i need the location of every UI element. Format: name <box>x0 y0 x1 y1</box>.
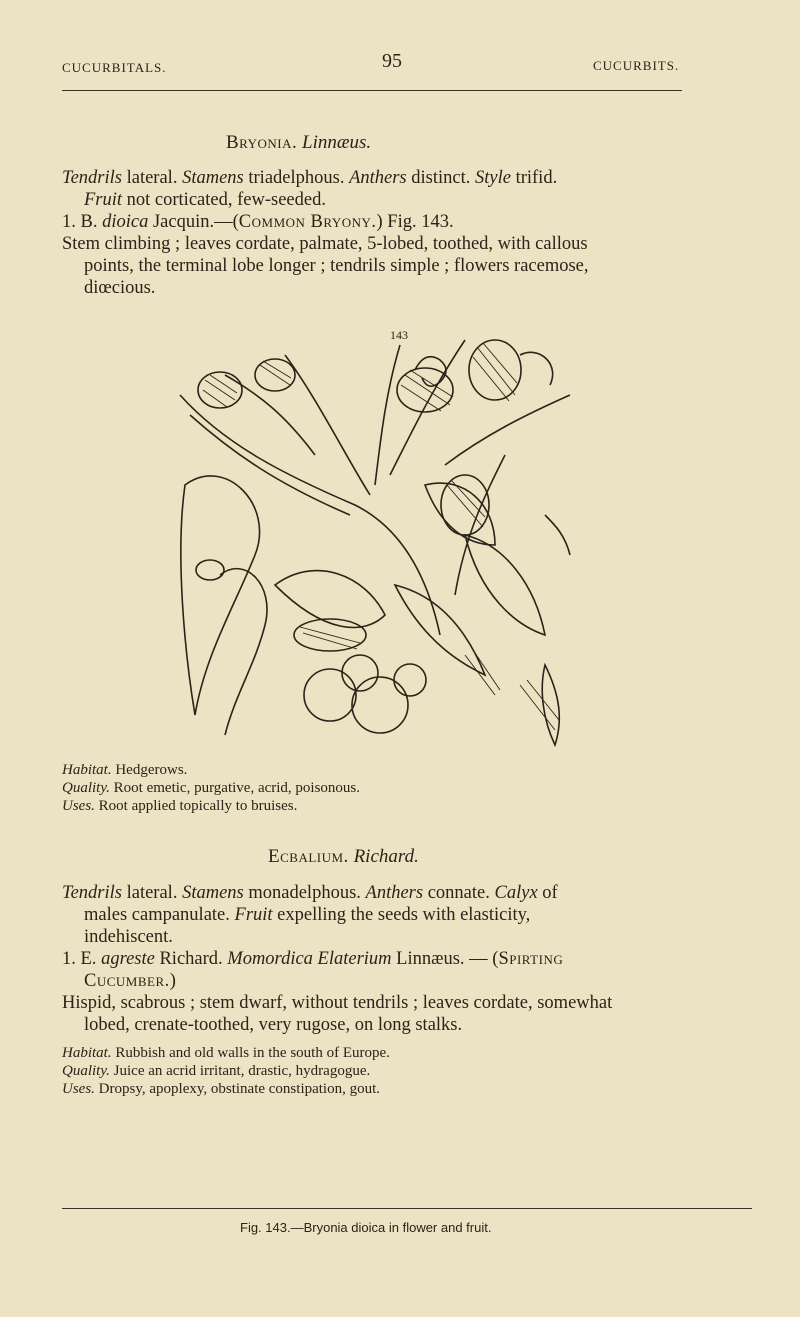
term: Stamens <box>182 883 244 903</box>
term: Stamens <box>182 168 244 188</box>
ecbalium-species-line <box>62 948 563 970</box>
synonym: Momordica Elaterium <box>227 949 392 969</box>
text: distinct. <box>406 168 475 188</box>
figure-number: 143 <box>390 328 408 342</box>
text: expelling the seeds with elasticity, <box>272 905 531 925</box>
value: Root emetic, purgative, acrid, poisonous. <box>109 780 361 796</box>
term: Anthers <box>365 883 424 903</box>
text: lateral. <box>121 168 183 188</box>
genus-heading-bryonia <box>226 132 371 154</box>
value: Juice an acrid irritant, drastic, hydragogue. <box>109 1063 371 1079</box>
label: Habitat. <box>62 1045 112 1061</box>
text: of <box>537 883 558 903</box>
bryonia-description-line1: Stem climbing ; leaves cordate, palmate, 5-lobed, toothed, with callous <box>62 234 588 254</box>
running-head-left: CUCURBITALS. <box>62 60 167 75</box>
ecbalium-uses <box>62 1080 380 1098</box>
bryonia-uses <box>62 797 297 815</box>
species-number: 1. E. <box>62 949 97 969</box>
ecbalium-species-line2 <box>62 970 176 992</box>
bryonia-species-line <box>62 211 454 233</box>
page-number: 95 <box>382 50 402 72</box>
text: ) <box>169 971 176 991</box>
species-number: 1. B. <box>62 212 98 232</box>
term: Tendrils <box>62 883 122 903</box>
text: connate. <box>423 883 495 903</box>
text: triadelphous. <box>243 168 350 188</box>
ecbalium-characters-line1 <box>62 882 558 904</box>
text: monadelphous. <box>243 883 366 903</box>
genus-name: Bryonia. <box>226 132 298 153</box>
term: Tendrils <box>62 168 122 188</box>
ecbalium-characters-line3: indehiscent. <box>84 927 173 947</box>
ecbalium-characters-line2 <box>62 904 530 926</box>
term: Anthers <box>349 168 407 188</box>
text: trifid. <box>510 168 558 188</box>
text: not corticated, few-seeded. <box>122 190 326 210</box>
species-epithet: agreste <box>101 949 155 969</box>
common-name-cont: Cucumber. <box>84 971 170 991</box>
bryonia-description-line2: points, the terminal lobe longer ; tendrils simple ; flowers racemose, <box>84 256 589 276</box>
figure-reference: ) Fig. 143. <box>376 212 454 232</box>
label: Uses. <box>62 1081 95 1097</box>
ecbalium-habitat <box>62 1044 390 1062</box>
bryonia-habitat <box>62 761 187 779</box>
genus-authority: Richard. <box>353 846 419 867</box>
ecbalium-quality <box>62 1062 370 1080</box>
value: Hedgerows. <box>111 762 188 778</box>
common-name: Common Bryony. <box>238 212 377 232</box>
text: males campanulate. <box>84 905 235 925</box>
label: Quality. <box>62 780 110 796</box>
value: Root applied topically to bruises. <box>94 798 298 814</box>
term: Fruit <box>84 190 123 210</box>
term: Fruit <box>234 905 273 925</box>
label: Uses. <box>62 798 95 814</box>
running-head-right: CUCURBITS. <box>593 58 680 73</box>
genus-authority: Linnæus. <box>302 132 372 153</box>
term: Style <box>475 168 511 188</box>
text: lateral. <box>121 883 183 903</box>
header-rule <box>62 90 682 91</box>
value: Dropsy, apoplexy, obstinate constipation, gout. <box>94 1081 381 1097</box>
figure-caption: Fig. 143.—Bryonia dioica in flower and fruit. <box>240 1220 492 1235</box>
common-name: Spirting <box>498 949 564 969</box>
value: Rubbish and old walls in the south of Europe. <box>111 1045 390 1061</box>
bryonia-description-line3: diœcious. <box>84 278 156 298</box>
species-author: Richard. <box>154 949 228 969</box>
bryonia-characters-line1 <box>62 167 557 189</box>
species-epithet: dioica <box>102 212 149 232</box>
species-author: Jacquin.—( <box>148 212 239 232</box>
ecbalium-description-line2: lobed, crenate-toothed, very rugose, on long stalks. <box>84 1015 463 1035</box>
synonym-author: Linnæus. — ( <box>391 949 499 969</box>
footer-rule <box>62 1208 752 1209</box>
label: Habitat. <box>62 762 112 778</box>
bryonia-illustration <box>165 335 575 750</box>
genus-heading-ecbalium <box>268 846 419 868</box>
bryonia-quality <box>62 779 360 797</box>
genus-name: Ecbalium. <box>268 846 349 867</box>
label: Quality. <box>62 1063 110 1079</box>
bryonia-characters-line2 <box>62 189 326 211</box>
ecbalium-description-line1: Hispid, scabrous ; stem dwarf, without tendrils ; leaves cordate, somewhat <box>62 993 613 1013</box>
term: Calyx <box>494 883 538 903</box>
